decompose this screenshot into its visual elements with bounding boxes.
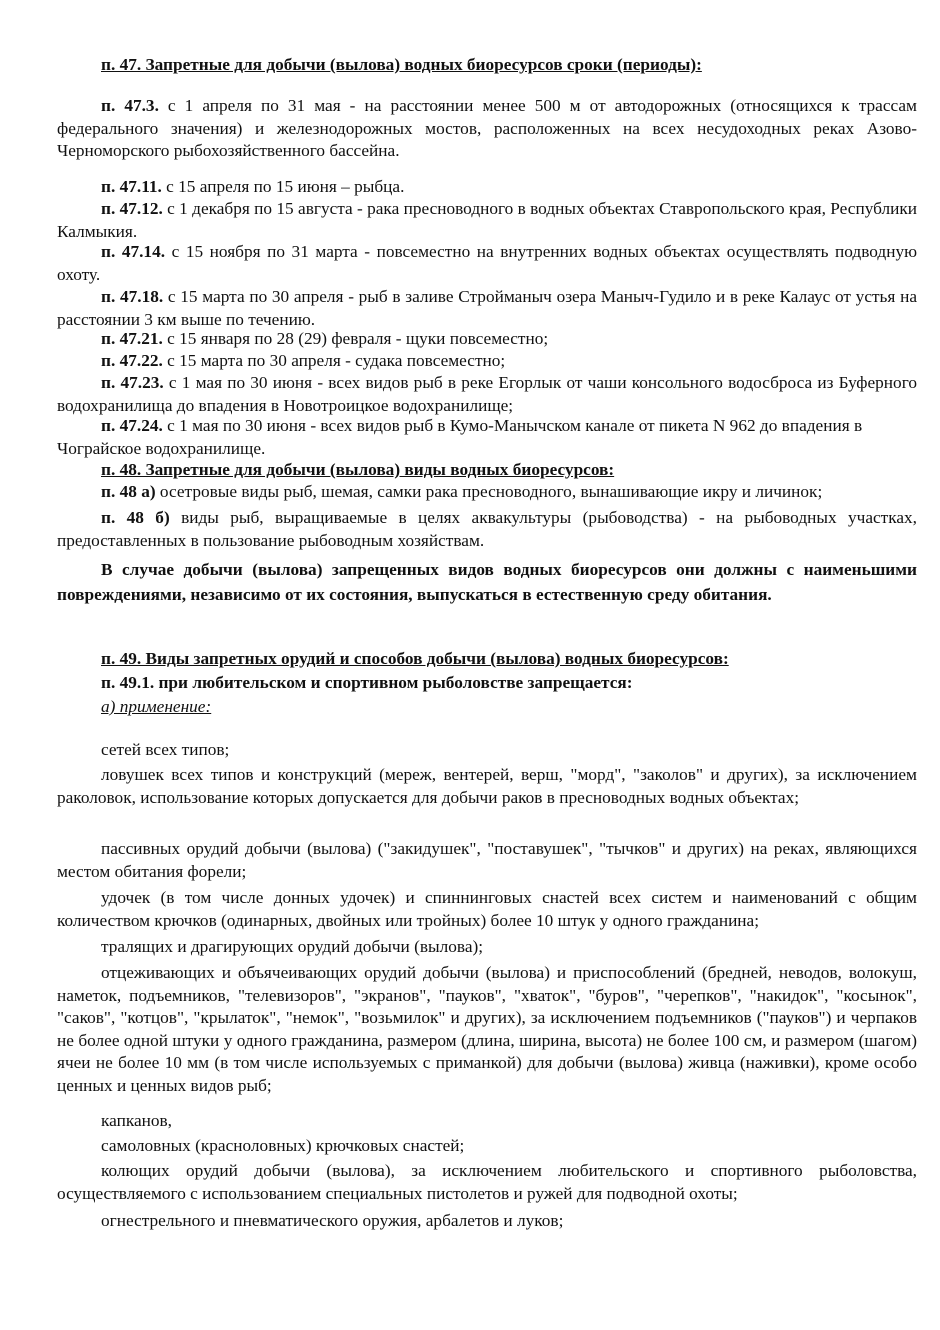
clause-47-23 bbox=[57, 372, 917, 417]
section-47-heading: п. 47. Запретные для добычи (вылова) водных биоресурсов сроки (периоды): bbox=[101, 55, 702, 74]
clause-label: п. 47.18. bbox=[101, 287, 164, 306]
clause-label: п. 47.14. bbox=[101, 242, 166, 261]
clause-label: п. 47.24. bbox=[101, 416, 163, 435]
clause-text: с 15 апреля по 15 июня – рыбца. bbox=[161, 177, 405, 196]
prohibited-item: самоловных (красноловных) крючковых снастей; bbox=[101, 1136, 465, 1155]
clause-text: виды рыб, выращиваемые в целях аквакультуры (рыбоводства) - на рыбоводных участках, предоставленных в пользование рыбоводным хозяйствам. bbox=[57, 508, 917, 550]
clause-text: с 15 марта по 30 апреля - судака повсеместно; bbox=[162, 351, 506, 370]
prohibited-item: пассивных орудий добычи (вылова) ("закидушек", "поставушек", "тычков" и других) на реках, являющихся местом обитания форели; bbox=[57, 839, 917, 881]
clause-text: с 1 апреля по 31 мая - на расстоянии менее 500 м от автодорожных (относящихся к трассам федерального значения) и железнодорожных мостов, расположенных на всех несудоходных реках Азово-Черноморского рыбохозяйственного бассейна. bbox=[57, 96, 917, 160]
clause-47-11 bbox=[57, 176, 917, 199]
clause-label: п. 47.12. bbox=[101, 199, 163, 218]
prohibited-item: огнестрельного и пневматического оружия, арбалетов и луков; bbox=[101, 1211, 564, 1230]
clause-label: п. 48 б) bbox=[101, 508, 170, 527]
section-49-1-subheading: п. 49.1. при любительском и спортивном рыболовстве запрещается: bbox=[101, 673, 633, 692]
prohibited-item: тралящих и драгирующих орудий добычи (вылова); bbox=[101, 937, 484, 956]
clause-47-18 bbox=[57, 286, 917, 331]
clause-47-14 bbox=[57, 241, 917, 286]
clause-48-a bbox=[57, 481, 917, 504]
clause-label: п. 48 а) bbox=[101, 482, 156, 501]
clause-text: с 1 мая по 30 июня - всех видов рыб в Кумо-Манычском канале от пикета N 962 до впадения в Чограйское водохранилище. bbox=[57, 416, 863, 458]
prohibited-item: ловушек всех типов и конструкций (мереж, вентерей, верш, "морд", "заколов" и других), за исключением раколовок, использование которых допускается для добычи раков в пресноводных водных объектах; bbox=[57, 765, 917, 807]
prohibited-item: колющих орудий добычи (вылова), за исключением любительского и спортивного рыболовства, осуществляемого с использованием специальных пистолетов и ружей для подводной охоты; bbox=[57, 1161, 917, 1203]
clause-text: с 1 декабря по 15 августа - рака пресноводного в водных объектах Ставропольского края, Республики Калмыкия. bbox=[57, 199, 917, 241]
clause-text: с 1 мая по 30 июня - всех видов рыб в реке Егорлык от чаши консольного водосброса из Буферного водохранилища до впадения в Новотроицкое водохранилище; bbox=[57, 373, 917, 415]
release-notice: В случае добычи (вылова) запрещенных видов водных биоресурсов они должны с наименьшими повреждениями, независимо от их состояния, выпускаться в естественную среду обитания. bbox=[57, 560, 917, 604]
section-49-heading: п. 49. Виды запретных орудий и способов добычи (вылова) водных биоресурсов: bbox=[101, 649, 729, 668]
clause-47-22 bbox=[57, 350, 917, 373]
clause-label: п. 47.11. bbox=[101, 177, 162, 196]
prohibited-item: капканов, bbox=[101, 1111, 172, 1130]
prohibited-item: сетей всех типов; bbox=[101, 740, 230, 759]
clause-label: п. 47.23. bbox=[101, 373, 164, 392]
clause-text: с 15 марта по 30 апреля - рыб в заливе Стройманыч озера Маныч-Гудило и в реке Калаус от устья на расстоянии 3 км выше по течению. bbox=[57, 287, 917, 329]
clause-47-21 bbox=[57, 328, 917, 351]
clause-47-12 bbox=[57, 198, 917, 243]
clause-48-b bbox=[57, 507, 917, 552]
clause-text: с 15 января по 28 (29) февраля - щуки повсеместно; bbox=[162, 329, 549, 348]
clause-label: п. 47.21. bbox=[101, 329, 163, 348]
clause-47-24 bbox=[57, 415, 917, 460]
subitem-a-label: а) применение: bbox=[101, 697, 212, 716]
clause-text: с 15 ноября по 31 марта - повсеместно на внутренних водных объектах осуществлять подводную охоту. bbox=[57, 242, 917, 284]
prohibited-item: отцеживающих и объячеивающих орудий добычи (вылова) и приспособлений (бредней, неводов, волокуш, наметок, подъемников, "телевизоров", "экранов", "пауков", "хваток", "буров", "черепков", "накидок", "косынок", "саков", "котцов", "крылаток", "немок", "возьмилок" и других), за исключением подъемников ("пауков") и черпаков не более одной штуки у одного гражданина, размером (длина, ширина, высота) не более 100 см, и размером (шагом) ячеи не более 10 мм (в том числе используемых с приманкой) для добычи (вылова) живца (наживки), кроме особо ценных и ценных видов рыб; bbox=[57, 963, 917, 1095]
clause-label: п. 47.3. bbox=[101, 96, 159, 115]
clause-47-3 bbox=[57, 95, 917, 163]
clause-text: осетровые виды рыб, шемая, самки рака пресноводного, вынашивающие икру и личинок; bbox=[155, 482, 823, 501]
clause-label: п. 47.22. bbox=[101, 351, 163, 370]
prohibited-item: удочек (в том числе донных удочек) и спиннинговых снастей всех систем и наименований с общим количеством крючков (одинарных, двойных или тройных) более 10 штук у одного гражданина; bbox=[57, 888, 917, 930]
section-48-heading: п. 48. Запретные для добычи (вылова) виды водных биоресурсов: bbox=[101, 460, 615, 479]
